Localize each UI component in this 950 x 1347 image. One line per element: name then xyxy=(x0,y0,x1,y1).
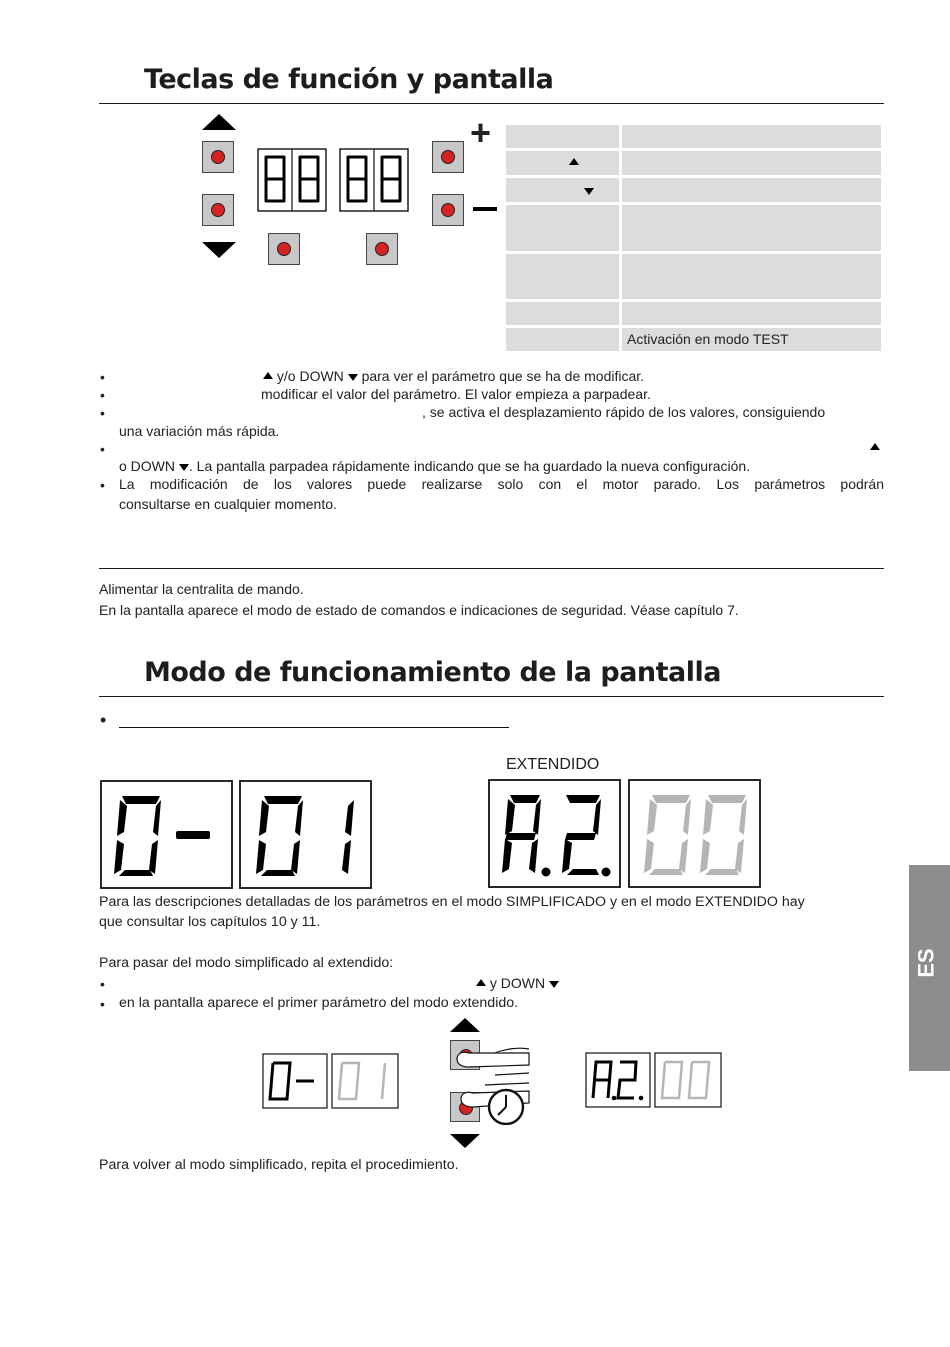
switching-bullet-1: y DOWN xyxy=(476,975,559,991)
bullet-text-4-cont: o DOWN . La pantalla parpadea rápidamente indicando que se ha guardado la nueva configuración. xyxy=(119,458,751,474)
bullet-text-3-cont: una variación más rápida. xyxy=(119,423,280,439)
up-arrow-icon xyxy=(870,443,880,450)
bullet: • xyxy=(100,387,105,403)
plus-icon: + xyxy=(470,112,492,153)
bullet-text-3: , se activa el desplazamiento rápido de los valores, consiguiendo xyxy=(422,404,826,420)
underline-heading xyxy=(119,727,509,728)
prog-button[interactable] xyxy=(268,233,300,265)
plus-button[interactable] xyxy=(432,141,464,173)
language-tab xyxy=(909,865,950,1071)
bullet: • xyxy=(100,405,105,421)
hand-icon xyxy=(455,1045,535,1125)
down-arrow-icon xyxy=(202,242,236,258)
down-arrow-icon xyxy=(549,981,559,988)
power-line-1: Alimentar la centralita de mando. xyxy=(99,581,304,597)
down-button[interactable] xyxy=(202,194,234,226)
descriptions-line-1: Para las descripciones detalladas de los parámetros en el modo SIMPLIFICADO y en el modo EXTENDIDO hay xyxy=(99,894,805,910)
bullet: • xyxy=(100,369,105,385)
bullet: • xyxy=(100,441,105,457)
return-instruction: Para volver al modo simplificado, repita el procedimiento. xyxy=(99,1157,459,1173)
table-cell-test-mode: Activación en modo TEST xyxy=(627,331,789,347)
extended-mode-display xyxy=(488,779,762,889)
bullet: • xyxy=(100,477,105,493)
bullet-text-5-cont: consultarse en cualquier momento. xyxy=(119,496,337,512)
up-button[interactable] xyxy=(202,141,234,173)
seven-segment-display xyxy=(257,148,409,212)
up-arrow-icon xyxy=(450,1018,480,1032)
switching-bullet-2: en la pantalla aparece el primer parámetro del modo extendido. xyxy=(119,995,519,1011)
power-line-2: En la pantalla aparece el modo de estado de comandos e indicaciones de seguridad. Véase capítulo 7. xyxy=(99,602,739,618)
down-arrow-icon xyxy=(348,374,358,381)
language-tab-label: ES xyxy=(913,948,939,978)
switching-intro: Para pasar del modo simplificado al extendido: xyxy=(99,955,394,971)
down-arrow-icon xyxy=(179,464,189,471)
up-arrow-icon xyxy=(263,372,273,379)
section-rule xyxy=(99,696,884,697)
bullet: • xyxy=(100,996,105,1012)
section-rule xyxy=(99,103,884,104)
small-extended-display xyxy=(585,1052,722,1108)
section-title-display-mode: Modo de funcionamiento de la pantalla xyxy=(144,657,721,688)
test-button[interactable] xyxy=(366,233,398,265)
bullet: • xyxy=(100,710,107,730)
section-title-function-keys: Teclas de función y pantalla xyxy=(144,64,554,95)
bullet: • xyxy=(100,976,105,992)
section-rule xyxy=(99,568,884,569)
extended-label: EXTENDIDO xyxy=(506,756,600,773)
bullet-text-1: y/o DOWN para ver el parámetro que se ha de modificar. xyxy=(263,368,644,384)
up-arrow-icon xyxy=(476,979,486,986)
minus-icon xyxy=(473,207,497,211)
table-down-icon xyxy=(584,188,594,195)
simplified-mode-display xyxy=(100,780,373,890)
table-up-icon xyxy=(569,158,579,165)
bullet-text-5: La modificación de los valores puede realizarse solo con el motor parado. Los parámetros podrán xyxy=(119,476,884,492)
small-simplified-display xyxy=(262,1053,399,1109)
minus-button[interactable] xyxy=(432,194,464,226)
descriptions-line-2: que consultar los capítulos 10 y 11. xyxy=(99,914,321,930)
bullet-text-2: modificar el valor del parámetro. El valor empieza a parpadear. xyxy=(261,386,651,402)
up-arrow-icon xyxy=(202,114,236,130)
down-arrow-icon xyxy=(450,1134,480,1148)
